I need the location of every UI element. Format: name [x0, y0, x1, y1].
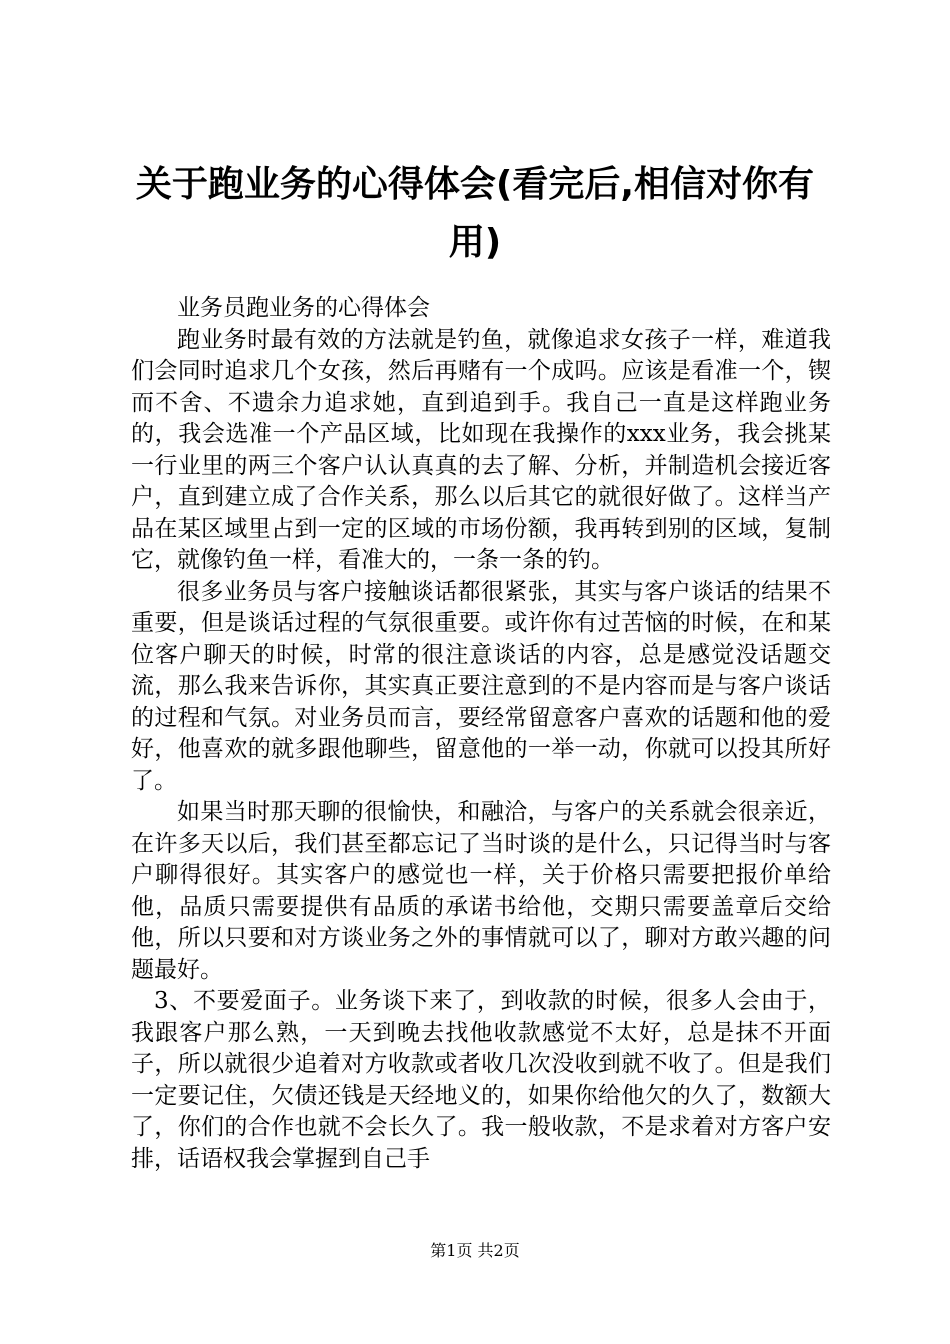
body-paragraph: 跑业务时最有效的方法就是钓鱼，就像追求女孩子一样，难道我们会同时追求几个女孩，然后再赌有一个成吗。应该是看准一个，锲而不舍、不遗余力追求她，直到追到手。我自己一直是这样跑业务的，我会选准一个产品区域，比如现在我操作的xxx业务，我会挑某一行业里的两三个客户认认真真的去了解、分析，并制造机会接近客户，直到建立成了合作关系，那么以后其它的就很好做了。这样当产品在某区域里占到一定的区域的市场份额，我再转到别的区域，复制它，就像钓鱼一样，看准大的，一条一条的钓。 — [131, 326, 831, 573]
document-title: 关于跑业务的心得体会(看完后,相信对你有用) — [135, 164, 815, 263]
body-paragraph: 很多业务员与客户接触谈话都很紧张，其实与客户谈话的结果不重要，但是谈话过程的气氛很重要。或许你有过苦恼的时候，在和某位客户聊天的时候，时常的很注意谈话的内容，总是感觉没话题交流，那么我来告诉你，其实真正要注意到的不是内容而是与客户谈话的过程和气氛。对业务员而言，要经常留意客户喜欢的话题和他的爱好，他喜欢的就多跟他聊些，留意他的一举一动，你就可以投其所好了。 — [131, 578, 831, 794]
document-body — [131, 293, 831, 1175]
section-heading: 业务员跑业务的心得体会 — [177, 295, 430, 321]
body-paragraph: 3、不要爱面子。业务谈下来了，到收款的时候，很多人会由于，我跟客户那么熟，一天到晚去找他收款感觉不太好，总是抹不开面子，所以就很少追着对方收款或者收几次没收到就不收了。但是我们一定要记住，欠债还钱是天经地义的，如果你给他欠的久了，数额大了，你们的合作也就不会长久了。我一般收款，不是求着对方客户安排，话语权我会掌握到自己手 — [131, 988, 831, 1172]
body-paragraph: 如果当时那天聊的很愉快，和融洽，与客户的关系就会很亲近，在许多天以后，我们甚至都忘记了当时谈的是什么，只记得当时与客户聊得很好。其实客户的感觉也一样，关于价格只需要把报价单给他，品质只需要提供有品质的承诺书给他，交期只需要盖章后交给他，所以只要和对方谈业务之外的事情就可以了，聊对方敢兴趣的问题最好。 — [131, 799, 831, 983]
page-footer: 第1页 共2页 — [430, 1241, 520, 1260]
